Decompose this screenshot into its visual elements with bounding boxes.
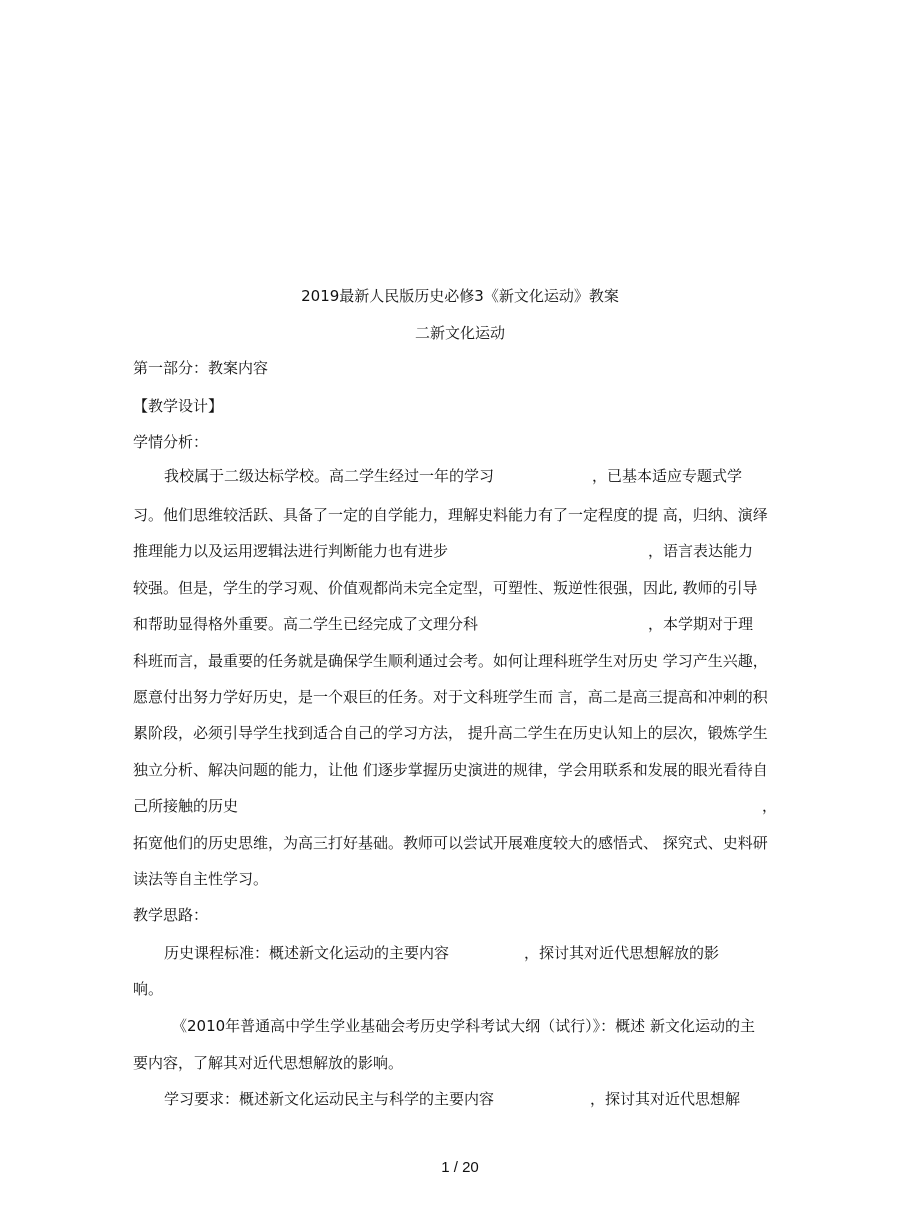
paragraph-line: ，已基本适应专题式学 [592, 467, 743, 485]
thinking-heading: 教学思路： [133, 906, 209, 924]
paragraph-line: 累阶段，必须引导学生找到适合自己的学习方法， 提升高二学生在历史认知上的层次，锻炼学生 [133, 724, 768, 742]
paragraph-line: 《2010年普通高中学生学业基础会考历史学科考试大纲（试行）》：概述 新文化运动的主 [172, 1017, 755, 1035]
paragraph-line: ， [762, 797, 778, 815]
paragraph-line: 学习要求：概述新文化运动民主与科学的主要内容 [164, 1090, 495, 1108]
paragraph-line: 拓宽他们的历史思维，为高三打好基础。教师可以尝试开展难度较大的感悟式、 探究式、史料研 [133, 834, 768, 852]
paragraph-line: 要内容，了解其对近代思想解放的影响。 [133, 1054, 404, 1072]
paragraph-line: 独立分析、解决问题的能力，让他 们逐步掌握历史演进的规律，学会用联系和发展的眼光看待自 [133, 761, 768, 779]
part-heading: 第一部分：教案内容 [133, 359, 269, 377]
paragraph-line: 响。 [133, 980, 164, 998]
document-title: 2019最新人民版历史必修3《新文化运动》教案 [301, 287, 619, 305]
paragraph-line: 我校属于二级达标学校。高二学生经过一年的学习 [164, 467, 495, 485]
paragraph-line: 较强。但是，学生的学习观、价值观都尚未完全定型，可塑性、叛逆性很强，因此, 教师的引导 [133, 579, 758, 597]
paragraph-line: 科班而言，最重要的任务就是确保学生顺利通过会考。如何让理科班学生对历史 学习产生兴趣， [133, 652, 768, 670]
paragraph-line: ，本学期对于理 [648, 615, 754, 633]
paragraph-line: 推理能力以及运用逻辑法进行判断能力也有进步 [133, 542, 449, 560]
paragraph-line: ，探讨其对近代思想解放的影 [524, 944, 720, 962]
paragraph-line: 和帮助显得格外重要。高二学生已经完成了文理分科 [133, 615, 479, 633]
paragraph-line: 习。他们思维较活跃、具备了一定的自学能力，理解史料能力有了一定程度的提 高，归纳、演绎 [133, 506, 768, 524]
paragraph-line: 历史课程标准：概述新文化运动的主要内容 [164, 944, 450, 962]
design-heading: 【教学设计】 [133, 397, 224, 415]
page-number: 1 / 20 [441, 1159, 479, 1176]
paragraph-line: 读法等自主性学习。 [133, 870, 269, 888]
analysis-heading: 学情分析： [133, 433, 209, 451]
paragraph-line: ，探讨其对近代思想解 [590, 1090, 741, 1108]
paragraph-line: ，语言表达能力 [648, 542, 754, 560]
paragraph-line: 己所接触的历史 [133, 797, 239, 815]
document-subtitle: 二新文化运动 [414, 324, 505, 342]
paragraph-line: 愿意付出努力学好历史，是一个艰巨的任务。对于文科班学生而 言，高二是高三提高和冲刺的积 [133, 688, 768, 706]
